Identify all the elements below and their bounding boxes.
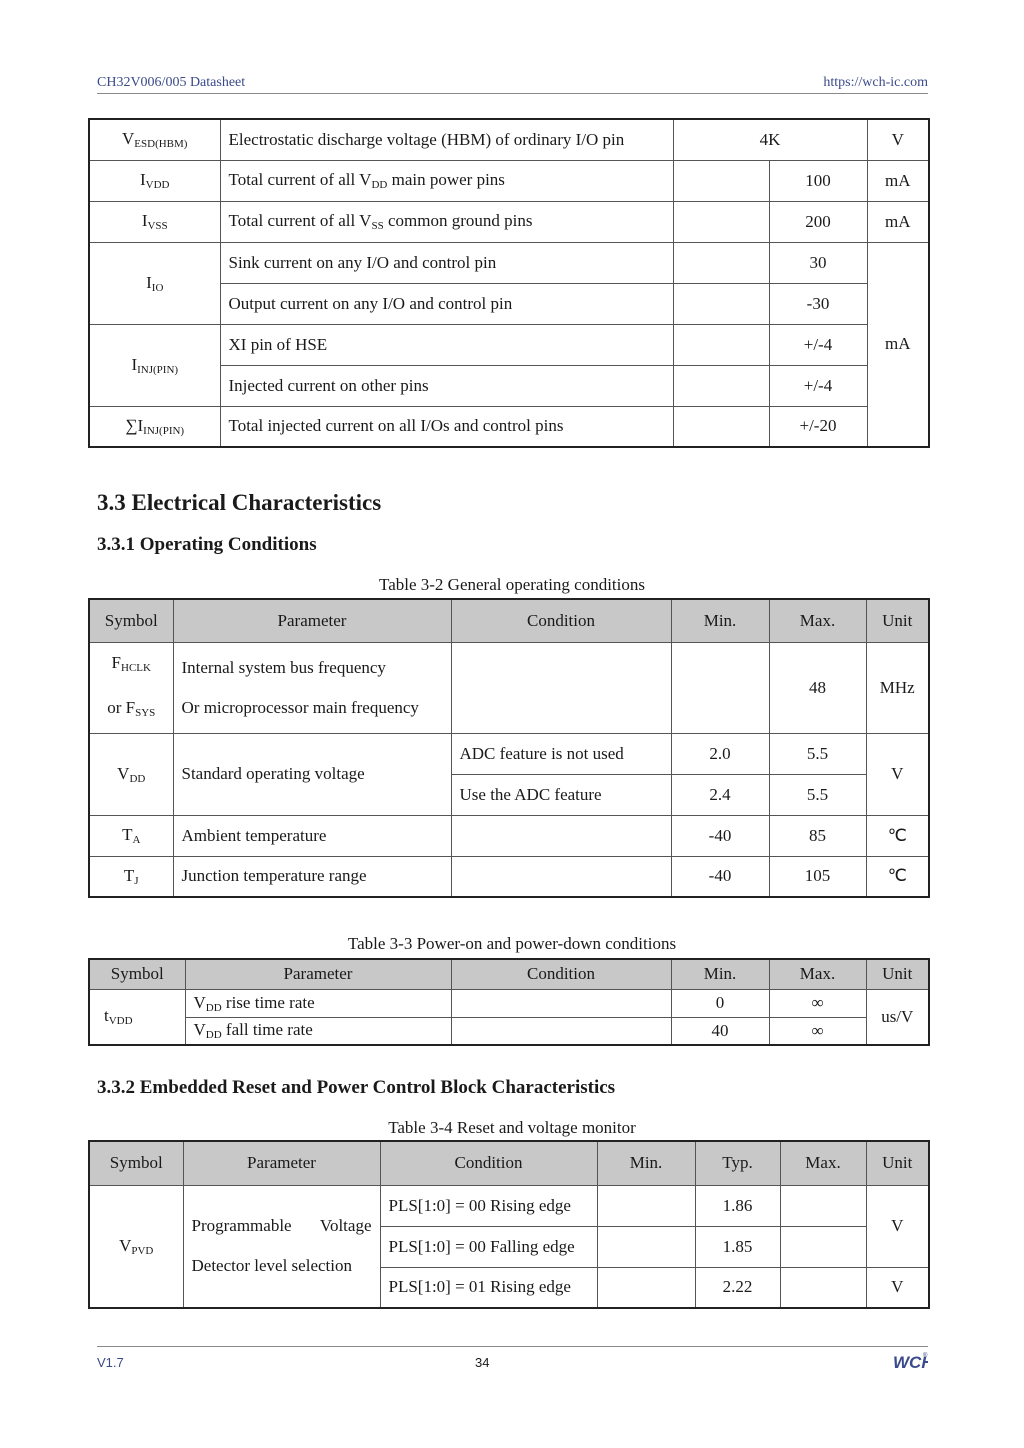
symbol-cell: $V_{ESD(HBM)}$ [89,119,220,160]
empty-cell [673,160,769,201]
min-cell: 0 [671,989,769,1017]
page-number: 34 [475,1355,490,1370]
column-header: Max. [769,599,866,642]
min-cell: -40 [671,815,769,856]
value-cell: 100 [769,160,867,201]
min-cell: -40 [671,856,769,897]
table-row [89,406,929,447]
table-row [89,160,929,201]
value-cell: +/-4 [769,324,867,365]
column-header: Symbol [89,599,173,642]
empty-cell [451,989,671,1017]
parameter-cell: $V_{DD}$ fall time rate [185,1017,451,1045]
min-cell: 2.0 [671,733,769,774]
value-cell: -30 [769,283,867,324]
empty-cell [451,642,671,733]
symbol-cell: $V_{PVD}$ [89,1185,183,1308]
empty-cell [780,1185,866,1226]
column-header: Parameter [173,599,451,642]
unit-cell: us/V [866,989,929,1045]
ratings-table [88,118,930,448]
value-cell: +/-20 [769,406,867,447]
version-label: V1.7 [97,1355,124,1370]
empty-cell [673,324,769,365]
column-header: Unit [866,959,929,989]
unit-cell: V [866,1267,929,1308]
parameter-cell: Total injected current on all I/Os and control pins [220,406,673,447]
column-header: Max. [769,959,866,989]
max-cell: 48 [769,642,866,733]
column-header: Parameter [185,959,451,989]
unit-cell: mA [867,160,929,201]
subsection-title: 3.3.2 Embedded Reset and Power Control Block Characteristics [97,1077,616,1098]
parameter-cell: Programmable Voltage Detector level selection [183,1185,380,1308]
parameter-cell: Injected current on other pins [220,365,673,406]
parameter-cell: XI pin of HSE [220,324,673,365]
registered-mark-icon: ® [923,1353,928,1359]
typ-cell: 1.85 [695,1226,780,1267]
min-cell: 40 [671,1017,769,1045]
table-caption: Table 3-2 General operating conditions [379,575,645,594]
max-cell: 105 [769,856,866,897]
symbol-cell: $I_{IO}$ [89,242,220,324]
table-row [89,201,929,242]
column-header: Min. [671,599,769,642]
column-header: Condition [380,1141,597,1185]
max-cell: ∞ [769,1017,866,1045]
table-row [89,242,929,283]
column-header: Typ. [695,1141,780,1185]
page-footer [97,1346,928,1371]
empty-cell [451,1017,671,1045]
symbol-cell: $t_{VDD}$ [89,989,185,1045]
value-cell: 200 [769,201,867,242]
column-header: Min. [671,959,769,989]
table-caption: Table 3-4 Reset and voltage monitor [388,1118,636,1137]
empty-cell [673,406,769,447]
empty-cell [451,815,671,856]
power-conditions-table [88,958,930,1046]
max-cell: ∞ [769,989,866,1017]
table-header-row [89,959,929,989]
unit-cell: V [866,1185,929,1267]
condition-cell: Use the ADC feature [451,774,671,815]
value-cell: +/-4 [769,365,867,406]
empty-cell [780,1267,866,1308]
empty-cell [597,1226,695,1267]
parameter-cell: Internal system bus frequency Or microprocessor main frequency [173,642,451,733]
table-row [89,1185,929,1226]
column-header: Symbol [89,1141,183,1185]
table-row [89,119,929,160]
page-header [97,73,928,94]
column-header: Symbol [89,959,185,989]
column-header: Min. [597,1141,695,1185]
table-header-row [89,1141,929,1185]
empty-cell [673,242,769,283]
column-header: Unit [866,1141,929,1185]
table-row [89,1017,929,1045]
empty-cell [451,856,671,897]
unit-cell: mA [867,242,929,447]
column-header: Unit [866,599,929,642]
website-link[interactable]: https://wch-ic.com [823,75,928,90]
wch-logo [892,1349,928,1376]
unit-cell: MHz [866,642,929,733]
max-cell: 5.5 [769,774,866,815]
symbol-cell: $F_{HCLK}$ or $F_{SYS}$ [89,642,173,733]
parameter-cell: Junction temperature range [173,856,451,897]
table-row [89,856,929,897]
symbol-cell: $T_J$ [89,856,173,897]
empty-cell [780,1226,866,1267]
table-row [89,642,929,733]
unit-cell: ℃ [866,856,929,897]
logo-text: WC [893,1353,922,1371]
table-row [89,815,929,856]
symbol-cell: $T_A$ [89,815,173,856]
table-row [89,324,929,365]
value-cell: 4K [673,119,867,160]
unit-cell: V [866,733,929,815]
reset-voltage-table [88,1140,930,1309]
wch-logo-graphic [892,1349,928,1371]
symbol-cell: $I_{INJ(PIN)}$ [89,324,220,406]
section-title: 3.3 Electrical Characteristics [97,490,382,515]
max-cell: 85 [769,815,866,856]
parameter-cell: $V_{DD}$ rise time rate [185,989,451,1017]
min-cell: 2.4 [671,774,769,815]
empty-cell [597,1267,695,1308]
parameter-cell: Standard operating voltage [173,733,451,815]
parameter-cell: Output current on any I/O and control pin [220,283,673,324]
unit-cell: mA [867,201,929,242]
empty-cell [671,642,769,733]
parameter-cell: Total current of all $V_{DD}$ main power pins [220,160,673,201]
column-header: Max. [780,1141,866,1185]
table-header-row [89,599,929,642]
unit-cell: ℃ [866,815,929,856]
condition-cell: PLS[1:0] = 00 Falling edge [380,1226,597,1267]
column-header: Parameter [183,1141,380,1185]
doc-title: CH32V006/005 Datasheet [97,75,246,90]
parameter-cell: Electrostatic discharge voltage (HBM) of ordinary I/O pin [220,119,673,160]
value-cell: 30 [769,242,867,283]
typ-cell: 2.22 [695,1267,780,1308]
empty-cell [673,365,769,406]
symbol-cell: $I_{VSS}$ [89,201,220,242]
symbol-cell: $\sum I_{INJ(PIN)}$ [89,406,220,447]
condition-cell: PLS[1:0] = 01 Rising edge [380,1267,597,1308]
condition-cell: PLS[1:0] = 00 Rising edge [380,1185,597,1226]
max-cell: 5.5 [769,733,866,774]
empty-cell [673,283,769,324]
empty-cell [597,1185,695,1226]
parameter-cell: Total current of all $V_{SS}$ common ground pins [220,201,673,242]
table-row [89,989,929,1017]
typ-cell: 1.86 [695,1185,780,1226]
symbol-cell: $V_{DD}$ [89,733,173,815]
subsection-title: 3.3.1 Operating Conditions [97,534,317,555]
parameter-cell: Sink current on any I/O and control pin [220,242,673,283]
symbol-cell: $I_{VDD}$ [89,160,220,201]
table-caption: Table 3-3 Power-on and power-down conditions [347,934,677,953]
parameter-cell: Ambient temperature [173,815,451,856]
column-header: Condition [451,599,671,642]
empty-cell [673,201,769,242]
column-header: Condition [451,959,671,989]
table-row [89,733,929,774]
unit-cell: V [867,119,929,160]
operating-conditions-table [88,598,930,898]
condition-cell: ADC feature is not used [451,733,671,774]
